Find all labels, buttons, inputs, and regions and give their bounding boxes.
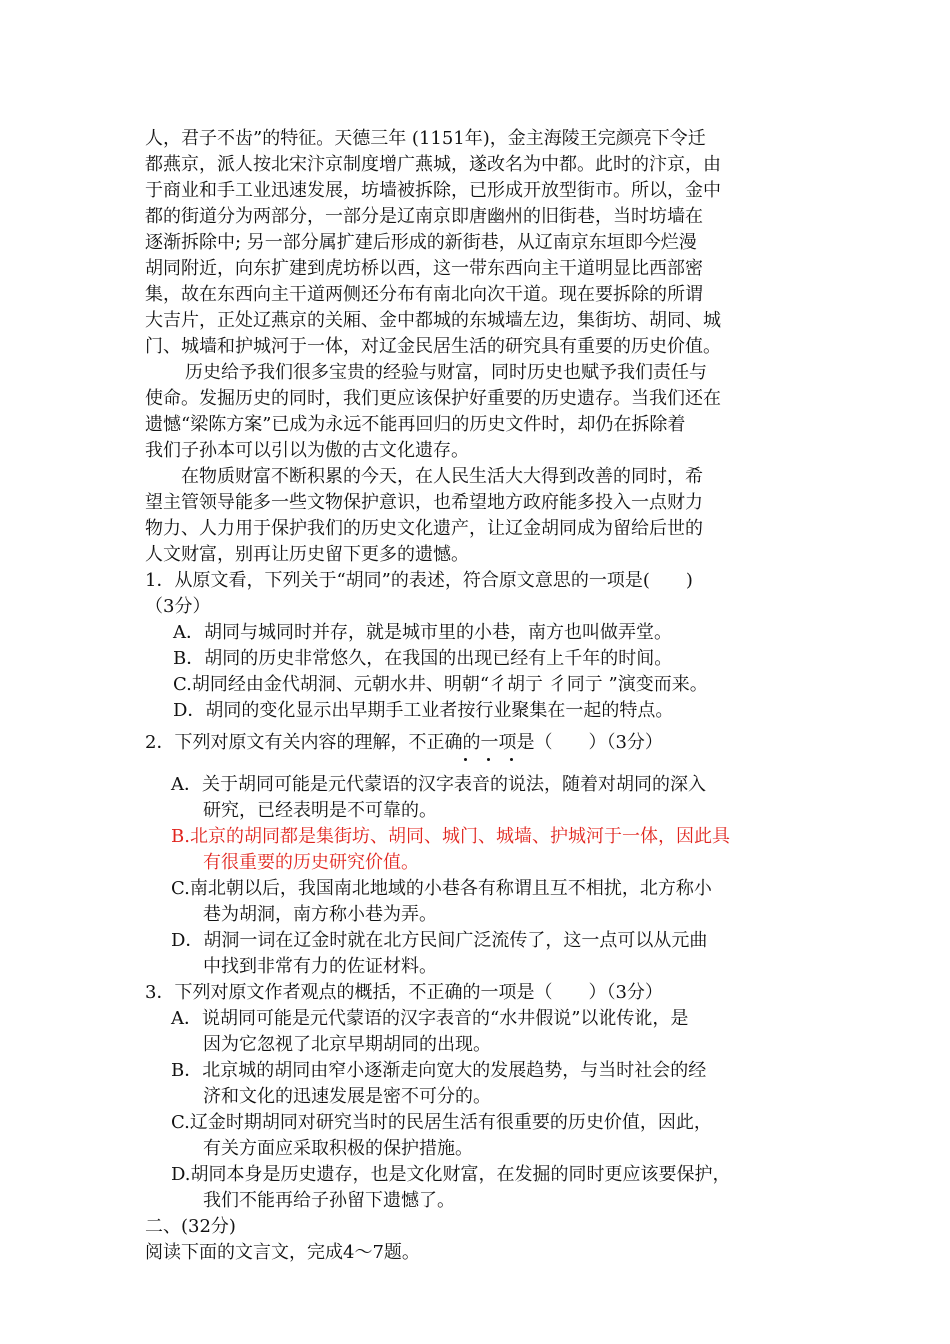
paragraph-line: 逐渐拆除中; 另一部分属扩建后形成的新街巷，从辽南京东垣即今烂漫 [145,232,697,253]
option-c: C.胡同经由金代胡洞、元朝水井、明朝“彳胡亍 彳同亍 ”演变而来。 [173,674,708,695]
paragraph-line: 历史给予我们很多宝贵的经验与财富，同时历史也赋予我们责任与 [185,362,707,383]
paragraph-line: 大吉片，正处辽燕京的关厢、金中都城的东城墙左边，集街坊、胡同、城 [145,310,721,331]
emphasis-dot [464,758,467,761]
section-heading: 二、(32分) [145,1216,236,1237]
paragraph-line: 都燕京，派人按北宋汴京制度增广燕城，遂改名为中都。此时的汴京，由 [145,154,721,175]
paragraph-line: 人文财富，别再让历史留下更多的遗憾。 [145,544,469,565]
option-b-continued: 有很重要的历史研究价值。 [203,852,419,873]
paragraph-line: 遗憾“梁陈方案”已成为永远不能再回归的历史文件时，却仍在拆除着 [145,414,686,435]
paragraph-line: 门、城墙和护城河于一体，对辽金民居生活的研究具有重要的历史价值。 [145,336,721,357]
option-d-continued: 我们不能再给子孙留下遗憾了。 [203,1190,455,1211]
paragraph-line: 物力、人力用于保护我们的历史文化遗产，让辽金胡同成为留给后世的 [145,518,703,539]
paragraph-line: 使命。发掘历史的同时，我们更应该保护好重要的历史遗存。当我们还在 [145,388,721,409]
question-stem: 2．下列对原文有关内容的理解，不正确的一项是（ ）（3分） [145,732,663,753]
option-d-continued: 中找到非常有力的佐证材料。 [203,956,437,977]
paragraph-line: 望主管领导能多一些文物保护意识，也希望地方政府能多投入一点财力 [145,492,703,513]
paragraph-line: 人，君子不齿”的特征。天德三年 (1151年)，金主海陵王完颜亮下令迁 [145,128,706,149]
question-stem: 1．从原文看，下列关于“胡同”的表述，符合原文意思的一项是( ) [145,570,693,591]
option-c-continued: 有关方面应采取积极的保护措施。 [203,1138,473,1159]
option-c: C.南北朝以后，我国南北地域的小巷各有称谓且互不相扰，北方称小 [171,878,712,899]
option-a-continued: 因为它忽视了北京早期胡同的出现。 [203,1034,491,1055]
option-b-continued: 济和文化的迅速发展是密不可分的。 [203,1086,491,1107]
paragraph-line: 胡同附近，向东扩建到虎坊桥以西，这一带东西向主干道明显比西部密 [145,258,703,279]
paragraph-line: 我们子孙本可以引以为傲的古文化遗存。 [145,440,469,461]
option-c-continued: 巷为胡洞，南方称小巷为弄。 [203,904,437,925]
paragraph-line: 于商业和手工业迅速发展，坊墙被拆除，已形成开放型街市。所以，金中 [145,180,721,201]
option-d: D．胡洞一词在辽金时就在北方民间广泛流传了，这一点可以从元曲 [171,930,708,951]
option-a: A．胡同与城同时并存，就是城市里的小巷，南方也叫做弄堂。 [173,622,672,643]
option-d: D．胡同的变化显示出早期手工业者按行业聚集在一起的特点。 [173,700,674,721]
paragraph-line: 在物质财富不断积累的今天，在人民生活大大得到改善的同时，希 [181,466,703,487]
option-a: A．说胡同可能是元代蒙语的汉字表音的“水井假说”以讹传讹，是 [171,1008,689,1029]
option-b: B．胡同的历史非常悠久，在我国的出现已经有上千年的时间。 [173,648,673,669]
emphasis-dot [510,758,513,761]
option-a: A．关于胡同可能是元代蒙语的汉字表音的说法，随着对胡同的深入 [171,774,706,795]
option-a-continued: 研究，已经表明是不可靠的。 [203,800,437,821]
paragraph-line: 都的街道分为两部分，一部分是辽南京即唐幽州的旧街巷，当时坊墙在 [145,206,703,227]
option-b-highlighted: B.北京的胡同都是集街坊、胡同、城门、城墙、护城河于一体，因此具 [171,826,730,847]
option-b: B．北京城的胡同由窄小逐渐走向宽大的发展趋势，与当时社会的经 [171,1060,707,1081]
question-stem: 3．下列对原文作者观点的概括，不正确的一项是（ ）（3分） [145,982,663,1003]
option-d: D.胡同本身是历史遗存，也是文化财富，在发掘的同时更应该要保护， [171,1164,731,1185]
question-score: （3分） [145,596,211,617]
option-c: C.辽金时期胡同对研究当时的民居生活有很重要的历史价值，因此， [171,1112,712,1133]
paragraph-line: 集，故在东西向主干道两侧还分布有南北向次干道。现在要拆除的所谓 [145,284,703,305]
emphasis-dot [487,758,490,761]
section-instruction: 阅读下面的文言文，完成4～7题。 [145,1242,420,1263]
